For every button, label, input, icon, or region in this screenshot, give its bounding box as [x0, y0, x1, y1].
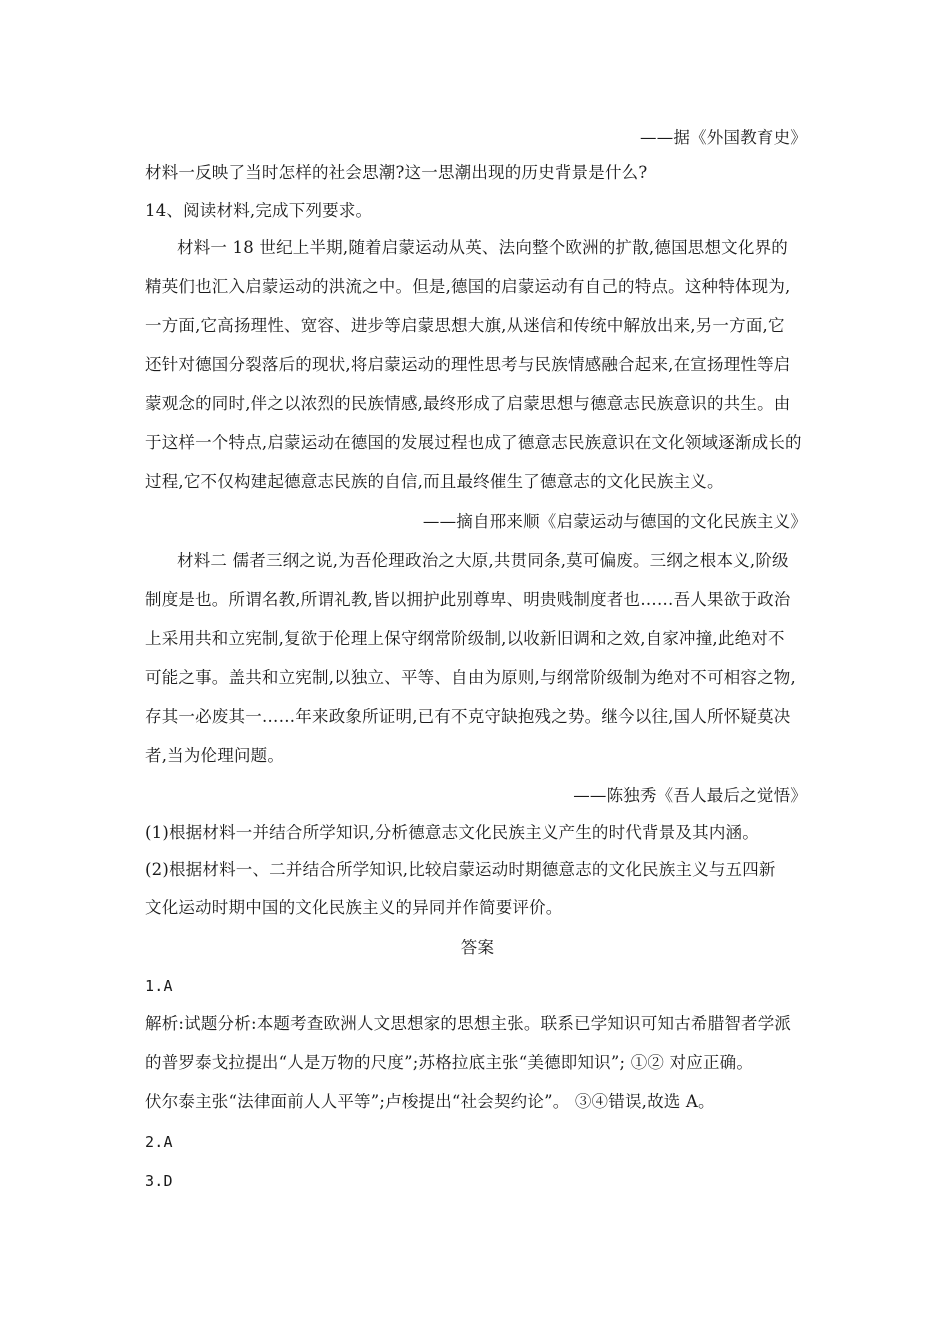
source-citation: ——据《外国教育史》	[640, 128, 807, 147]
material-one-line: 过程,它不仅构建起德意志民族的自信,而且最终催生了德意志的文化民族主义。	[145, 472, 724, 491]
material-one-line: 还针对德国分裂落后的现状,将启蒙运动的理性思考与民族情感融合起来,在宣扬理性等启	[145, 355, 791, 374]
material-two-line: 可能之事。盖共和立宪制,以独立、平等、自由为原则,与纲常阶级制为绝对不可相容之物,	[145, 668, 796, 687]
source-citation: ——陈独秀《吾人最后之觉悟》	[573, 786, 807, 805]
answer-item: 3.D	[145, 1172, 173, 1190]
material-two-line: 存其一必废其一……年来政象所证明,已有不克守缺抱残之势。继今以往,国人所怀疑莫决	[145, 707, 791, 726]
material-one-line: 蒙观念的同时,伴之以浓烈的民族情感,最终形成了启蒙思想与德意志民族意识的共生。由	[145, 394, 791, 413]
material-two-line: 者,当为伦理问题。	[145, 746, 285, 765]
material-two-line: 制度是也。所谓名教,所谓礼教,皆以拥护此别尊卑、明贵贱制度者也……吾人果欲于政治	[145, 590, 791, 609]
sub-question: 文化运动时期中国的文化民族主义的异同并作简要评价。	[145, 898, 563, 917]
material-two-line: 上采用共和立宪制,复欲于伦理上保守纲常阶级制,以收新旧调和之效,自家冲撞,此绝对不	[145, 629, 785, 648]
source-citation: ——摘自邢来顺《启蒙运动与德国的文化民族主义》	[422, 512, 807, 531]
material-one-line: 精英们也汇入启蒙运动的洪流之中。但是,德国的启蒙运动有自己的特点。这种特体现为,	[145, 277, 791, 296]
sub-question: (1)根据材料一并结合所学知识,分析德意志文化民族主义产生的时代背景及其内涵。	[145, 823, 759, 842]
question-header: 14、阅读材料,完成下列要求。	[145, 201, 373, 220]
analysis-line: 的普罗泰戈拉提出“人是万物的尺度”;苏格拉底主张“美德即知识”; ①② 对应正确。	[145, 1053, 754, 1072]
sub-question: (2)根据材料一、二并结合所学知识,比较启蒙运动时期德意志的文化民族主义与五四新	[145, 860, 776, 879]
analysis-line: 解析:试题分析:本题考查欧洲人文思想家的思想主张。联系已学知识可知古希腊智者学派	[145, 1014, 792, 1033]
answers-heading: 答案	[460, 938, 495, 957]
analysis-line: 伏尔泰主张“法律面前人人平等”;卢梭提出“社会契约论”。 ③④错误,故选 A。	[145, 1092, 715, 1111]
question-text: 材料一反映了当时怎样的社会思潮?这一思潮出现的历史背景是什么?	[145, 163, 648, 182]
material-one-line: 于这样一个特点,启蒙运动在德国的发展过程也成了德意志民族意识在文化领域逐渐成长的	[145, 433, 802, 452]
answer-item: 1.A	[145, 977, 173, 995]
material-one-line: 材料一 18 世纪上半期,随着启蒙运动从英、法向整个欧洲的扩散,德国思想文化界的	[177, 238, 788, 257]
material-one-line: 一方面,它高扬理性、宽容、进步等启蒙思想大旗,从迷信和传统中解放出来,另一方面,它	[145, 316, 785, 335]
material-two-line: 材料二 儒者三纲之说,为吾伦理政治之大原,共贯同条,莫可偏废。三纲之根本义,阶级	[177, 551, 789, 570]
answer-item: 2.A	[145, 1133, 173, 1151]
